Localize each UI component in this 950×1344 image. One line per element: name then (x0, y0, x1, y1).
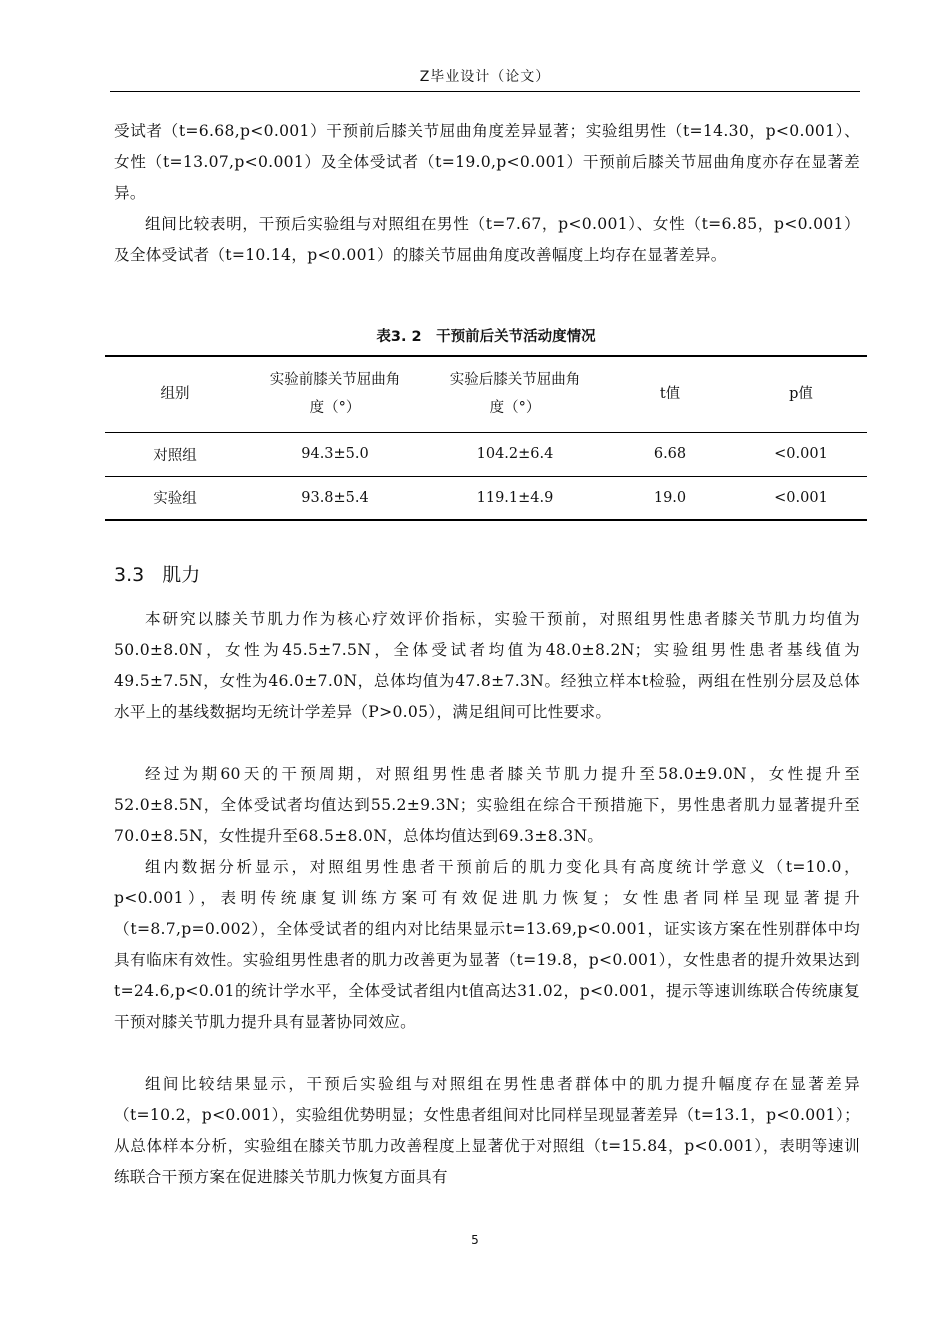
paragraph-within-group: 组内数据分析显示，对照组男性患者干预前后的肌力变化具有高度统计学意义（t=10.0，p<0.001），表明传统康复训练方案可有效促进肌力恢复；女性患者同样呈现显著提升（t=8.7,p=0.002），全体受试者的组内对比结果显示t=13.69,p<0.001，证实该方案在性别群体中均具有临床有效性。实验组男性患者的肌力改善更为显著（t=19.8，p<0.001），女性患者的提升效果达到t=24.6,p<0.01的统计学水平，全体受试者组内t值高达31.02，p<0.001，提示等速训练联合传统康复干预对膝关节肌力提升具有显著协同效应。 (114, 858, 860, 1031)
header-p-value: p值 (789, 386, 813, 403)
cell-t: 19.0 (653, 489, 687, 506)
table-header-row (105, 356, 867, 432)
page-header: Z毕业设计（论文） (419, 69, 551, 85)
header-group: 组别 (160, 386, 190, 403)
cell-group: 对照组 (153, 447, 197, 464)
paragraph-baseline: 本研究以膝关节肌力作为核心疗效评价指标，实验干预前，对照组男性患者膝关节肌力均值为50.0±8.0N，女性为45.5±7.5N，全体受试者均值为48.0±8.2N；实验组男性患者基线值为49.5±7.5N，女性为46.0±7.0N，总体均值为47.8±7.3N。经独立样本t检验，两组在性别分层及总体水平上的基线数据均无统计学差异（P>0.05），满足组间可比性要求。 (114, 610, 860, 721)
section-number: 3.3 (114, 564, 145, 586)
rom-table (105, 355, 867, 521)
cell-t: 6.68 (653, 446, 687, 462)
section-heading (114, 560, 200, 587)
section-title: 肌力 (162, 564, 201, 586)
cell-pre: 93.8±5.4 (301, 489, 369, 506)
cell-pre: 94.3±5.0 (301, 446, 369, 462)
header-rule (110, 91, 860, 92)
paragraph-post-intervention: 经过为期60天的干预周期，对照组男性患者膝关节肌力提升至58.0±9.0N，女性提升至52.0±8.5N，全体受试者均值达到55.2±9.3N；实验组在综合干预措施下，男性患者肌力显著提升至70.0±8.5N，女性提升至68.5±8.0N，总体均值达到69.3±8.3N。 (114, 765, 860, 845)
cell-group: 实验组 (153, 491, 197, 508)
header-post-angle: 实验后膝关节屈曲角 度（°） (449, 372, 581, 417)
page-number: 5 (471, 1233, 479, 1247)
cell-p: <0.001 (774, 446, 828, 462)
header-pre-angle: 实验前膝关节屈曲角 度（°） (269, 372, 401, 417)
paragraph-between-group-strength: 组间比较结果显示，干预后实验组与对照组在男性患者群体中的肌力提升幅度存在显著差异（t=10.2，p<0.001），实验组优势明显；女性患者组间对比同样呈现显著差异（t=13.1，p<0.001）；从总体样本分析，实验组在膝关节肌力改善程度上显著优于对照组（t=15.84，p<0.001），表明等速训练联合干预方案在促进膝关节肌力恢复方面具有 (114, 1075, 860, 1186)
cell-p: <0.001 (774, 489, 828, 506)
paragraph-continued: 受试者（t=6.68,p<0.001）干预前后膝关节屈曲角度差异显著；实验组男性（t=14.30，p<0.001）、女性（t=13.07,p<0.001）及全体受试者（t=19.0,p<0.001）干预前后膝关节屈曲角度亦存在显著差异。 (114, 122, 860, 202)
paragraph-between-group: 组间比较表明，干预后实验组与对照组在男性（t=7.67，p<0.001）、女性（t=6.85，p<0.001）及全体受试者（t=10.14，p<0.001）的膝关节屈曲角度改善幅度上均存在显著差异。 (114, 215, 860, 264)
table-row (105, 432, 867, 476)
table-row (105, 476, 867, 520)
header-t-value: t值 (659, 386, 681, 403)
table-caption: 表3. 2 干预前后关节活动度情况 (376, 329, 596, 345)
cell-post: 119.1±4.9 (476, 489, 554, 506)
cell-post: 104.2±6.4 (476, 446, 554, 462)
